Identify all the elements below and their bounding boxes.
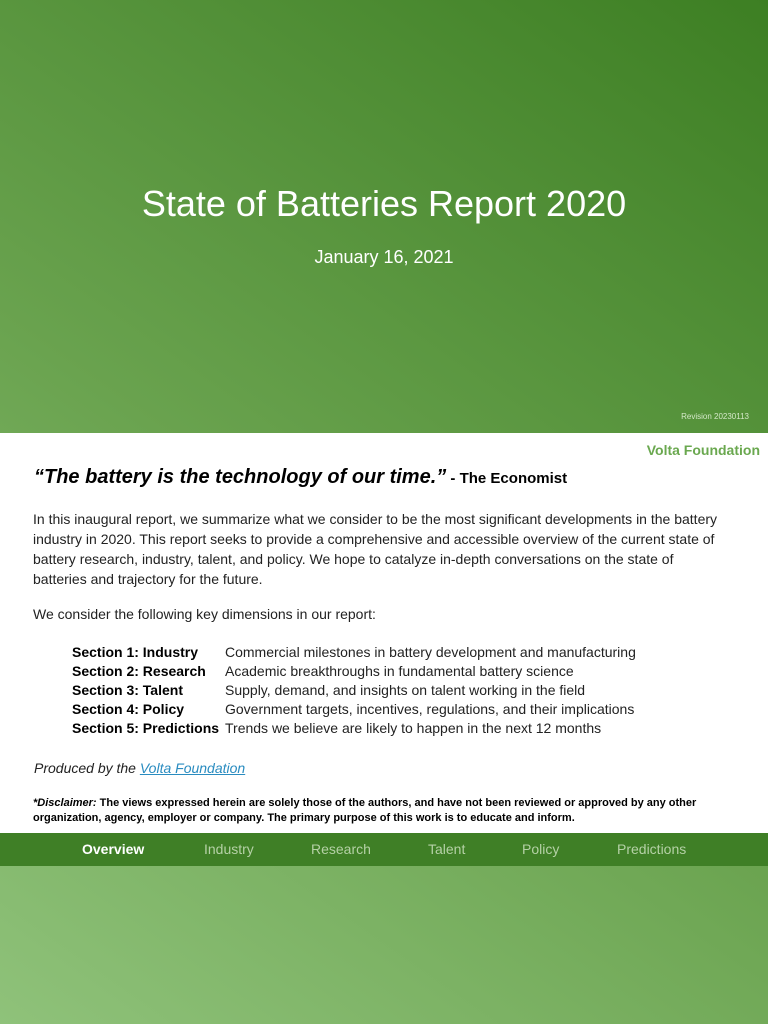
nav-tab-overview[interactable]: Overview — [82, 841, 145, 857]
section-name: Section 5: Predictions — [72, 720, 220, 736]
revision-label: Revision 20230113 — [681, 412, 749, 421]
section-row — [72, 700, 732, 719]
section-description: Academic breakthroughs in fundamental battery science — [225, 663, 574, 679]
section-name: Section 2: Research — [72, 663, 206, 679]
nav-tab-policy[interactable]: Policy — [522, 841, 560, 857]
nav-tab-industry[interactable]: Industry — [204, 841, 254, 857]
disclaimer-text: The views expressed herein are solely those of the authors, and have not been reviewed or approved by any other organization, agency, employer or company. The primary purpose of this work is to educate and inform. — [33, 797, 697, 824]
volta-foundation-link[interactable]: Volta Foundation — [139, 760, 246, 776]
overview-panel — [0, 433, 768, 833]
nav-tab-research[interactable]: Research — [311, 841, 371, 857]
nav-tab-talent[interactable]: Talent — [428, 841, 466, 857]
disclaimer — [33, 796, 733, 826]
section-name: Section 4: Policy — [72, 701, 185, 717]
section-row — [72, 662, 732, 681]
section-description: Supply, demand, and insights on talent working in the field — [225, 682, 586, 698]
nav-tab-predictions[interactable]: Predictions — [617, 841, 687, 857]
produced-by-prefix: Produced by the — [34, 760, 140, 776]
section-name: Section 3: Talent — [72, 682, 183, 698]
section-navbar — [0, 833, 768, 866]
section-row — [72, 719, 732, 738]
intro-paragraph: In this inaugural report, we summarize what we consider to be the most significant developments in the battery industry in 2020. This report seeks to provide a comprehensive and accessible overview of the current state of battery research, industry, talent, and policy. We hope to catalyze in-depth conversations on the state of batteries and trajectory for the future. — [33, 511, 718, 587]
disclaimer-label: *Disclaimer: — [33, 797, 97, 809]
brand-name: Volta Foundation — [646, 442, 760, 458]
section-description: Commercial milestones in battery development and manufacturing — [225, 644, 636, 660]
produced-by — [34, 759, 245, 777]
sections-list — [72, 643, 732, 738]
hero-banner — [0, 0, 768, 433]
quote — [34, 466, 734, 489]
section-description: Government targets, incentives, regulations, and their implications — [225, 701, 635, 717]
report-date: January 16, 2021 — [314, 247, 454, 267]
quote-source: - The Economist — [446, 470, 568, 487]
dimensions-lead: We consider the following key dimensions in our report: — [33, 606, 376, 622]
section-description: Trends we believe are likely to happen in the next 12 months — [225, 720, 602, 736]
section-row — [72, 681, 732, 700]
quote-text: “The battery is the technology of our time.” — [34, 466, 447, 488]
section-name: Section 1: Industry — [72, 644, 199, 660]
section-row — [72, 643, 732, 662]
report-title: State of Batteries Report 2020 — [141, 183, 627, 224]
